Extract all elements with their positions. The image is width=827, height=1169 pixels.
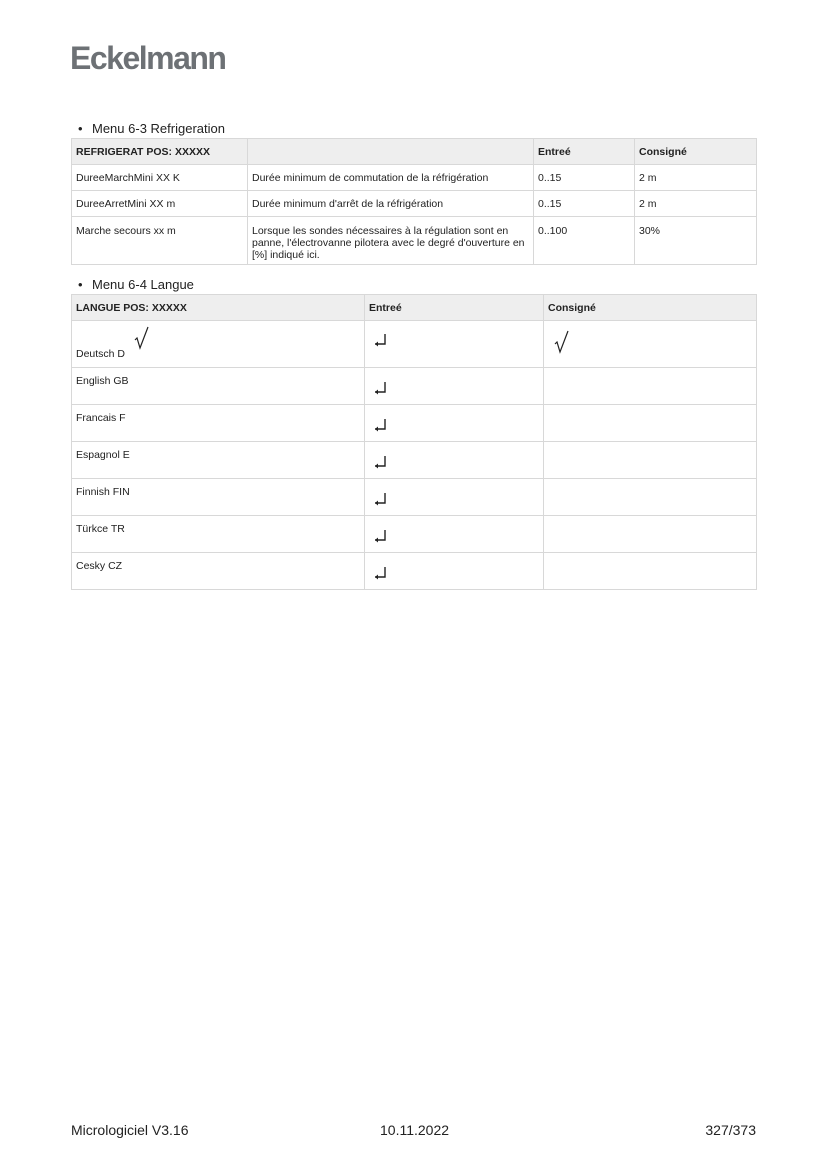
language-name: English GB — [76, 375, 129, 387]
table-row — [72, 191, 757, 217]
language-name: Deutsch D — [76, 348, 126, 360]
table-row — [72, 516, 757, 553]
enter-key-icon — [373, 529, 387, 543]
language-name: Türkce TR — [76, 523, 125, 535]
param-value: 2 m — [635, 165, 757, 191]
param-description: Durée minimum de commutation de la réfrigération — [248, 165, 534, 191]
column-header: LANGUE POS: XXXXX — [72, 295, 365, 321]
param-range: 0..15 — [534, 165, 635, 191]
table-header-row — [72, 295, 757, 321]
table-header-row — [72, 139, 757, 165]
param-description: Durée minimum d'arrêt de la réfrigération — [248, 191, 534, 217]
section-title-refrigeration: • Menu 6-3 Refrigeration — [78, 121, 225, 136]
column-header: Consigné — [635, 139, 757, 165]
param-value: 30% — [635, 217, 757, 265]
language-name: Espagnol E — [76, 449, 130, 461]
check-icon — [554, 330, 570, 354]
table-row — [72, 553, 757, 590]
refrigeration-table — [71, 138, 757, 265]
language-table — [71, 294, 757, 590]
enter-key-icon — [373, 492, 387, 506]
table-row — [72, 442, 757, 479]
language-name: Finnish FIN — [76, 486, 130, 498]
param-value: 2 m — [635, 191, 757, 217]
table-row — [72, 405, 757, 442]
enter-key-icon — [373, 455, 387, 469]
table-row — [72, 368, 757, 405]
enter-key-icon — [373, 566, 387, 580]
column-header: Consigné — [544, 295, 757, 321]
table-row — [72, 165, 757, 191]
column-header: REFRIGERAT POS: XXXXX — [72, 139, 248, 165]
param-description: Lorsque les sondes nécessaires à la régulation sont en panne, l'électrovanne pilotera avec le degré d'ouverture en [%] indiqué ici. — [248, 217, 534, 265]
table-row — [72, 321, 757, 368]
table-row — [72, 217, 757, 265]
enter-key-icon — [373, 381, 387, 395]
footer-page-number: 327/373 — [705, 1122, 756, 1138]
param-name: Marche secours xx m — [72, 217, 248, 265]
column-header: Entreé — [534, 139, 635, 165]
param-range: 0..15 — [534, 191, 635, 217]
check-icon — [134, 326, 150, 350]
param-range: 0..100 — [534, 217, 635, 265]
table-row — [72, 479, 757, 516]
eckelmann-logo: Eckelmann — [70, 40, 226, 76]
enter-key-icon — [373, 333, 387, 347]
language-name: Cesky CZ — [76, 560, 123, 572]
column-header: Entreé — [365, 295, 544, 321]
footer-date: 10.11.2022 — [380, 1122, 450, 1138]
column-header — [248, 139, 534, 165]
language-name: Francais F — [76, 412, 126, 424]
section-title-langue: • Menu 6-4 Langue — [78, 277, 194, 292]
param-name: DureeArretMini XX m — [72, 191, 248, 217]
footer-firmware-version: Micrologiciel V3.16 — [71, 1122, 189, 1138]
param-name: DureeMarchMini XX K — [72, 165, 248, 191]
enter-key-icon — [373, 418, 387, 432]
